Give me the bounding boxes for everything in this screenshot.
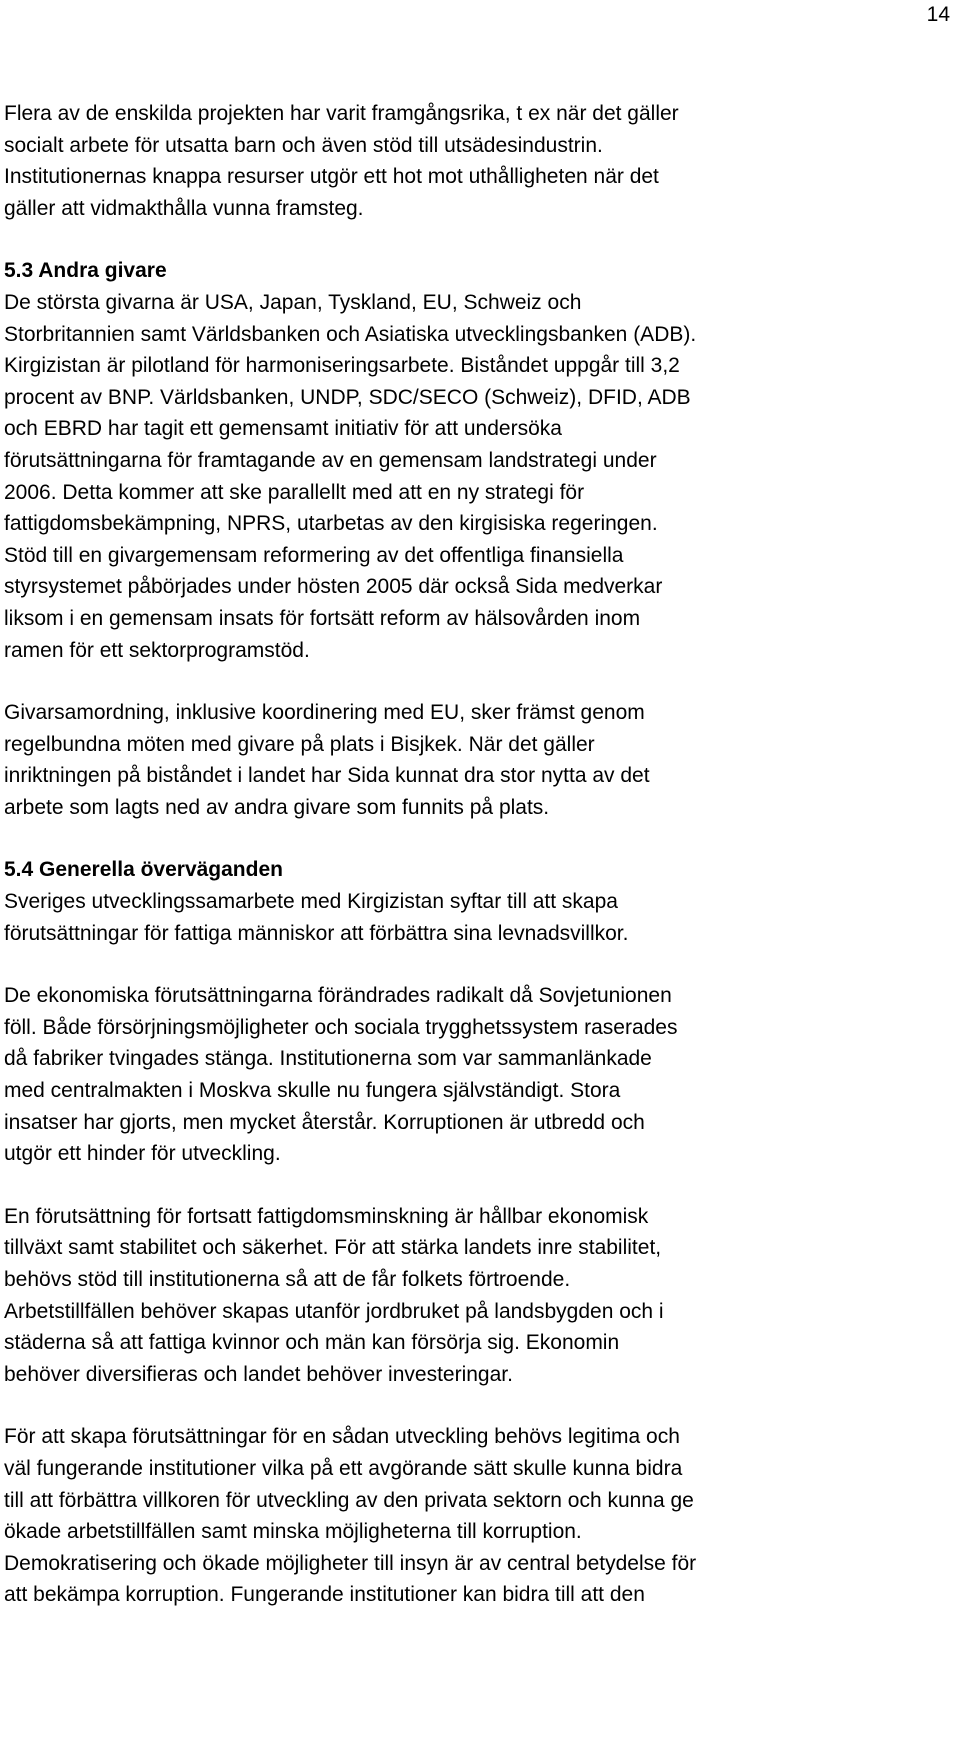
text-line: En förutsättning för fortsatt fattigdomsminskning är hållbar ekonomisk	[4, 1204, 649, 1228]
text-line: inriktningen på biståndet i landet har Sida kunnat dra stor nytta av det	[4, 764, 650, 788]
section-5-3-paragraph-1	[4, 287, 956, 666]
section-5-4-paragraph-1	[4, 886, 956, 949]
text-line: ökade arbetstillfällen samt minska möjligheterna till korruption.	[4, 1520, 582, 1544]
intro-paragraph	[4, 98, 956, 224]
text-line: med centralmakten i Moskva skulle nu fungera självständigt. Stora	[4, 1079, 621, 1103]
text-line: fattigdomsbekämpning, NPRS, utarbetas av den kirgisiska regeringen.	[4, 512, 658, 536]
text-line: De största givarna är USA, Japan, Tyskland, EU, Schweiz och	[4, 290, 582, 314]
text-line: 2006. Detta kommer att ske parallellt med att en ny strategi för	[4, 480, 585, 504]
page-number: 14	[926, 3, 950, 26]
text-line: insatser har gjorts, men mycket återstår. Korruptionen är utbredd och	[4, 1110, 645, 1134]
text-line: socialt arbete för utsatta barn och även stöd till utsädesindustrin.	[4, 133, 603, 157]
text-line: då fabriker tvingades stänga. Institutionerna som var sammanlänkade	[4, 1047, 652, 1071]
text-line: väl fungerande institutioner vilka på ett avgörande sätt skulle kunna bidra	[4, 1456, 683, 1480]
text-line: regelbundna möten med givare på plats i Bisjkek. När det gäller	[4, 732, 595, 756]
heading-text: 5.4 Generella överväganden	[4, 858, 283, 882]
text-line: Stöd till en givargemensam reformering av det offentliga finansiella	[4, 543, 624, 567]
text-line: gäller att vidmakthålla vunna framsteg.	[4, 196, 364, 220]
document-body	[4, 98, 956, 1611]
section-5-4-paragraph-4	[4, 1421, 956, 1611]
text-line: behövs stöd till institutionerna så att de får folkets förtroende.	[4, 1268, 571, 1291]
text-line: förutsättningarna för framtagande av en gemensam landstrategi under	[4, 448, 657, 472]
text-line: Flera av de enskilda projekten har varit framgångsrika, t ex när det gäller	[4, 102, 679, 125]
text-line: Demokratisering och ökade möjligheter till insyn är av central betydelse för	[4, 1551, 697, 1575]
text-line: De ekonomiska förutsättningarna förändrades radikalt då Sovjetunionen	[4, 984, 672, 1008]
text-line: föll. Både försörjningsmöjligheter och sociala trygghetssystem raserades	[4, 1015, 678, 1039]
text-line: till att förbättra villkoren för utveckling av den privata sektorn och kunna ge	[4, 1488, 694, 1512]
text-line: arbete som lagts ned av andra givare som funnits på plats.	[4, 795, 550, 819]
text-line: städerna så att fattiga kvinnor och män kan försörja sig. Ekonomin	[4, 1331, 620, 1355]
section-heading-5-3	[4, 255, 956, 287]
text-line: förutsättningar för fattiga människor att förbättra sina levnadsvillkor.	[4, 921, 629, 945]
heading-text: 5.3 Andra givare	[4, 259, 167, 283]
text-line: procent av BNP. Världsbanken, UNDP, SDC/SECO (Schweiz), DFID, ADB	[4, 385, 691, 409]
text-line: Storbritannien samt Världsbanken och Asiatiska utvecklingsbanken (ADB).	[4, 322, 697, 346]
section-heading-5-4	[4, 854, 956, 886]
text-line: Institutionernas knappa resurser utgör ett hot mot uthålligheten när det	[4, 165, 659, 189]
text-line: behöver diversifieras och landet behöver investeringar.	[4, 1362, 513, 1386]
section-5-3-paragraph-2	[4, 697, 956, 823]
text-line: Arbetstillfällen behöver skapas utanför jordbruket på landsbygden och i	[4, 1299, 664, 1323]
text-line: Givarsamordning, inklusive koordinering med EU, sker främst genom	[4, 701, 645, 725]
text-line: ramen för ett sektorprogramstöd.	[4, 638, 310, 662]
text-line: att bekämpa korruption. Fungerande institutioner kan bidra till att den	[4, 1583, 645, 1607]
text-line: styrsystemet påbörjades under hösten 2005 där också Sida medverkar	[4, 575, 663, 599]
section-5-4-paragraph-3	[4, 1201, 956, 1391]
section-5-4-paragraph-2	[4, 980, 956, 1170]
text-line: tillväxt samt stabilitet och säkerhet. För att stärka landets inre stabilitet,	[4, 1236, 662, 1260]
text-line: För att skapa förutsättningar för en sådan utveckling behövs legitima och	[4, 1425, 680, 1449]
text-line: Sveriges utvecklingssamarbete med Kirgizistan syftar till att skapa	[4, 890, 618, 914]
text-line: Kirgizistan är pilotland för harmoniseringsarbete. Biståndet uppgår till 3,2	[4, 354, 680, 378]
text-line: utgör ett hinder för utveckling.	[4, 1142, 281, 1166]
text-line: liksom i en gemensam insats för fortsätt reform av hälsovården inom	[4, 606, 641, 630]
text-line: och EBRD har tagit ett gemensamt initiativ för att undersöka	[4, 417, 562, 441]
